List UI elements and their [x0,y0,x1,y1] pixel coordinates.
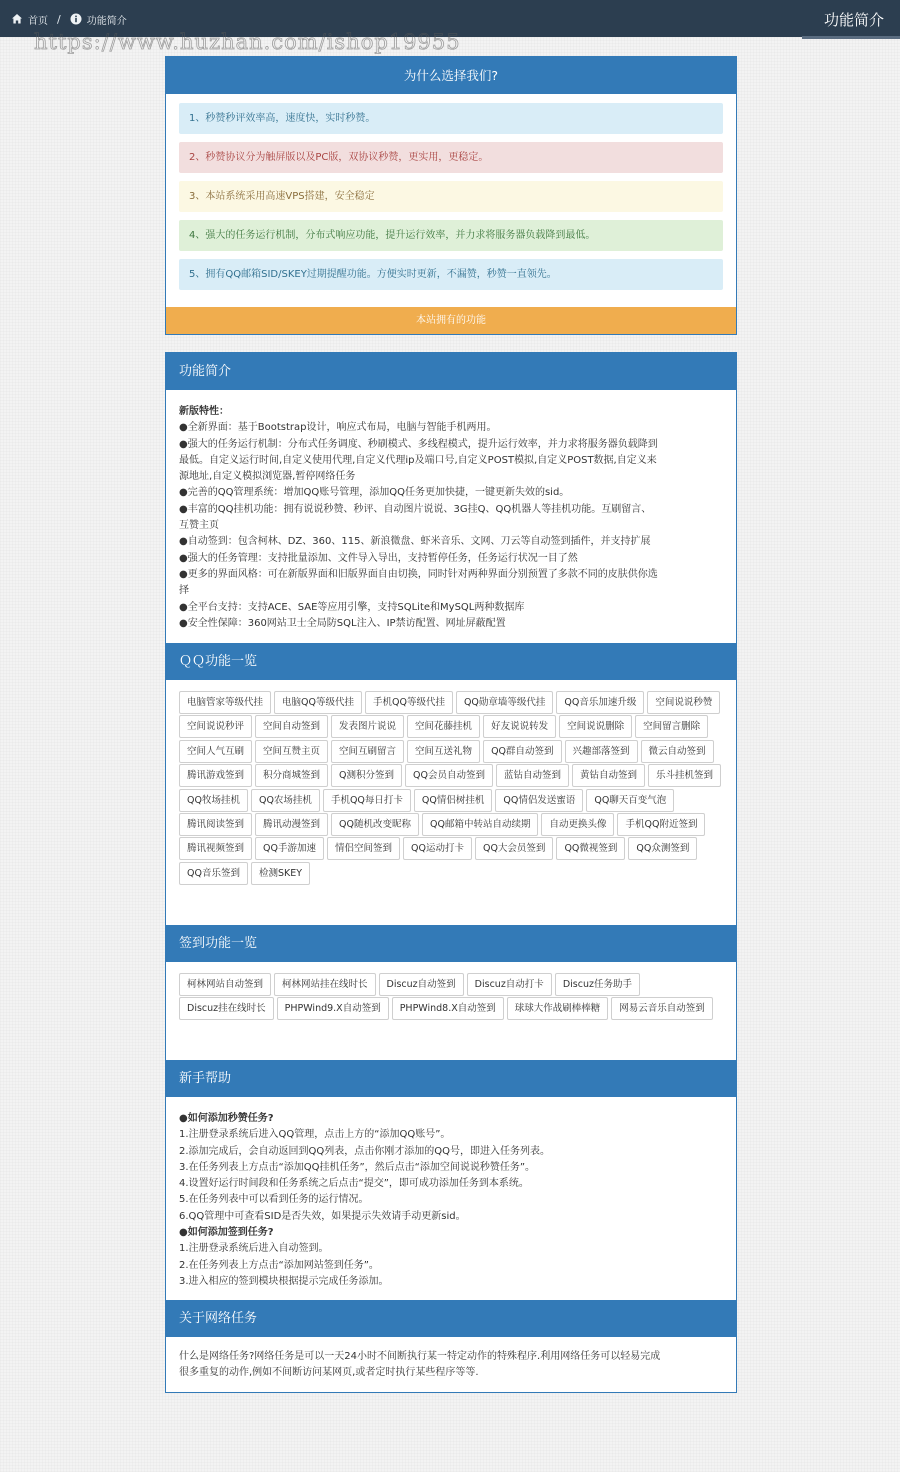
feature-tag[interactable]: QQ音乐签到 [179,862,248,885]
home-icon [11,13,23,25]
intro-line: ●安全性保障：360网站卫士全局防SQL注入、IP禁访配置、网址屏蔽配置 [179,617,506,629]
feature-tag[interactable]: QQ情侣发送蜜语 [495,789,583,812]
checkin-feature-tags [166,973,736,1022]
help-step: 1.注册登录系统后进入自动签到。 [179,1243,329,1255]
breadcrumb [11,11,127,27]
intro-title: 功能简介 [166,353,736,390]
feature-tag[interactable]: PHPWind8.X自动签到 [392,997,504,1020]
feature-tag[interactable]: Discuz自动签到 [379,973,464,996]
checkin-features-body [166,962,736,1060]
feature-tag[interactable]: 兴趣部落签到 [565,740,638,763]
intro-line: 源地址,自定义模拟浏览器,暂停网络任务 [179,471,356,483]
feature-tag[interactable]: 电脑管家等级代挂 [179,691,271,714]
feature-tag[interactable]: QQ大会员签到 [475,837,553,860]
feature-tag[interactable]: Discuz任务助手 [555,973,640,996]
feature-tag[interactable]: 黄钻自动签到 [572,764,645,787]
help-step: 2.添加完成后，会自动返回到QQ列表，点击你刚才添加的QQ号，即进入任务列表。 [179,1145,551,1157]
feature-tag[interactable]: 空间自动签到 [255,715,328,738]
feature-tag[interactable]: 腾讯阅读签到 [179,813,252,836]
intro-line: 择 [179,585,189,597]
why-item-4: 4、强大的任务运行机制，分布式响应功能，提升运行效率，并力求将服务器负载降到最低。 [179,220,723,251]
help-title: 新手帮助 [166,1060,736,1097]
feature-tag[interactable]: 球球大作战刷棒棒糖 [507,997,609,1020]
feature-tag[interactable]: 手机QQ每日打卡 [323,789,411,812]
feature-tag[interactable]: 空间互刷留言 [331,740,404,763]
feature-tag[interactable]: QQ聊天百变气泡 [586,789,674,812]
help-step: 1.注册登录系统后进入QQ管理，点击上方的“添加QQ账号”。 [179,1129,451,1141]
feature-tag[interactable]: QQ勋章墙等级代挂 [456,691,553,714]
feature-tag[interactable]: 情侣空间签到 [327,837,400,860]
why-item-5: 5、拥有QQ邮箱SID/SKEY过期提醒功能。方便实时更新，不漏赞，秒赞一直领先。 [179,259,723,290]
intro-line: ●更多的界面风格：可在新版界面和旧版界面自由切换，同时针对两种界面分别预置了多款不同的皮肤供你选 [179,568,658,580]
feature-tag[interactable]: 空间说说秒赞 [647,691,720,714]
feature-tag[interactable]: QQ众测签到 [628,837,697,860]
feature-tag[interactable]: QQ农场挂机 [251,789,320,812]
feature-tag[interactable]: 电脑QQ等级代挂 [274,691,362,714]
feature-tag[interactable]: 空间人气互刷 [179,740,252,763]
feature-tag[interactable]: Q测积分签到 [331,764,402,787]
help-step: 5.在任务列表中可以看到任务的运行情况。 [179,1194,369,1206]
help-step: 3.在任务列表上方点击“添加QQ挂机任务”，然后点击“添加空间说说秒赞任务”。 [179,1161,536,1173]
feature-tag[interactable]: 手机QQ等级代挂 [365,691,453,714]
about-text [179,1349,723,1382]
help-step: 4.设置好运行时间段和任务系统之后点击“提交”，即可成功添加任务到本系统。 [179,1178,529,1190]
feature-tag[interactable]: 微云自动签到 [641,740,714,763]
feature-tag[interactable]: QQ手游加速 [255,837,324,860]
feature-tag[interactable]: 空间互送礼物 [407,740,480,763]
help-step: 2.在任务列表上方点击“添加网站签到任务”。 [179,1259,379,1271]
breadcrumb-home-link[interactable]: 首页 [28,15,48,27]
qq-features-body [166,680,736,925]
intro-heading: 新版特性： [179,406,229,417]
feature-tag[interactable]: QQ随机改变昵称 [331,813,419,836]
feature-tag[interactable]: 检测SKEY [251,862,310,885]
help-step: 6.QQ管理中可查看SID是否失效，如果提示失效请手动更新sid。 [179,1210,466,1222]
feature-tag[interactable]: 空间留言删除 [635,715,708,738]
intro-text [179,404,723,632]
feature-tag[interactable]: 腾讯游戏签到 [179,764,252,787]
why-item-3: 3、本站系统采用高速VPS搭建，安全稳定 [179,181,723,212]
about-body [166,1337,736,1382]
feature-tag[interactable]: QQ牧场挂机 [179,789,248,812]
why-item-1: 1、秒赞秒评效率高，速度快，实时秒赞。 [179,103,723,134]
feature-tag[interactable]: 积分商城签到 [255,764,328,787]
feature-tag[interactable]: 发表图片说说 [331,715,404,738]
info-icon [70,13,82,25]
feature-tag[interactable]: PHPWind9.X自动签到 [277,997,389,1020]
feature-tag[interactable]: QQ邮箱中转站自动续期 [422,813,538,836]
intro-body [166,390,736,643]
intro-line: ●完善的QQ管理系统：增加QQ账号管理，添加QQ任务更加快捷，一键更新失效的sid。 [179,487,570,499]
feature-tag[interactable]: 蓝钻自动签到 [496,764,569,787]
breadcrumb-separator: / [57,12,61,26]
help-question: ●如何添加签到任务? [179,1227,274,1239]
feature-tag[interactable]: QQ情侣树挂机 [414,789,492,812]
intro-line: ●全新界面：基于Bootstrap设计，响应式布局，电脑与智能手机两用。 [179,422,497,434]
breadcrumb-current: 功能简介 [86,15,127,27]
feature-tag[interactable]: QQ运动打卡 [403,837,472,860]
why-choose-panel [165,56,737,335]
active-tab-underline [802,36,900,39]
intro-line: ●丰富的QQ挂机功能：拥有说说秒赞、秒评、自动图片说说、3G挂Q、QQ机器人等挂机功能。互刷留言、 [179,503,652,515]
feature-tag[interactable]: QQ微视签到 [556,837,625,860]
why-item-2: 2、秒赞协议分为触屏版以及PC版，双协议秒赞，更实用，更稳定。 [179,142,723,173]
feature-tag[interactable]: 柯林网站挂在线时长 [274,973,376,996]
help-text [179,1111,723,1290]
feature-tag[interactable]: Discuz挂在线时长 [179,997,274,1020]
checkin-features-title: 签到功能一览 [166,925,736,962]
qq-feature-tags [166,691,736,886]
feature-tag[interactable]: 空间说说删除 [559,715,632,738]
page-title[interactable]: 功能简介 [823,11,884,29]
feature-tag[interactable]: 腾讯视频签到 [179,837,252,860]
feature-tag[interactable]: QQ群自动签到 [483,740,561,763]
feature-tag[interactable]: QQ会员自动签到 [405,764,493,787]
feature-tag[interactable]: 空间花藤挂机 [407,715,480,738]
about-title: 关于网络任务 [166,1300,736,1337]
intro-line: ●强大的任务运行机制：分布式任务调度、秒刷模式、多线程模式，提升运行效率，并力求将服务器负载降到 [179,438,658,450]
help-step: 3.进入相应的签到模块根据提示完成任务添加。 [179,1275,389,1287]
intro-line: ●全平台支持：支持ACE、SAE等应用引擎，支持SQLite和MySQL两种数据库 [179,601,525,613]
about-line: 很多重复的动作,例如不间断访问某网页,或者定时执行某些程序等等. [179,1367,479,1379]
feature-tag[interactable]: 腾讯动漫签到 [255,813,328,836]
help-question: ●如何添加秒赞任务? [179,1113,274,1124]
feature-tag[interactable]: 空间互赞主页 [255,740,328,763]
intro-line: ●自动签到：包含柯林、DZ、360、115、新浪微盘、虾米音乐、文网、刀云等自动签到插件，并支持扩展 [179,536,651,548]
feature-tag[interactable]: QQ音乐加速升级 [556,691,644,714]
intro-line: 互赞主页 [179,520,219,532]
feature-tag[interactable]: 柯林网站自动签到 [179,973,271,996]
why-choose-title: 为什么选择我们? [166,57,736,94]
qq-features-title: ＱＱ功能一览 [166,643,736,680]
feature-tag[interactable]: 空间说说秒评 [179,715,252,738]
feature-tag[interactable]: Discuz自动打卡 [467,973,552,996]
feature-tag[interactable]: 网易云音乐自动签到 [611,997,713,1020]
features-footer-button[interactable]: 本站拥有的功能 [166,307,736,334]
about-line: 什么是网络任务?网络任务是可以一天24小时不间断执行某一特定动作的特殊程序.利用网络任务可以轻易完成 [179,1351,661,1362]
feature-tag[interactable]: 好友说说转发 [483,715,556,738]
intro-line: 最低。自定义运行时间,自定义使用代理,自定义代理ip及端口号,自定义POST模拟,自定义POST数据,自定义来 [179,454,657,466]
help-body [166,1097,736,1300]
feature-tag[interactable]: 手机QQ附近签到 [617,813,705,836]
feature-tag[interactable]: 乐斗挂机签到 [648,764,721,787]
features-panel [165,352,737,1393]
intro-line: ●强大的任务管理：支持批量添加、文件导入导出，支持暂停任务，任务运行状况一目了然 [179,552,578,564]
feature-tag[interactable]: 自动更换头像 [541,813,614,836]
watermark-text: https://www.huzhan.com/ishop19955 [34,30,461,54]
